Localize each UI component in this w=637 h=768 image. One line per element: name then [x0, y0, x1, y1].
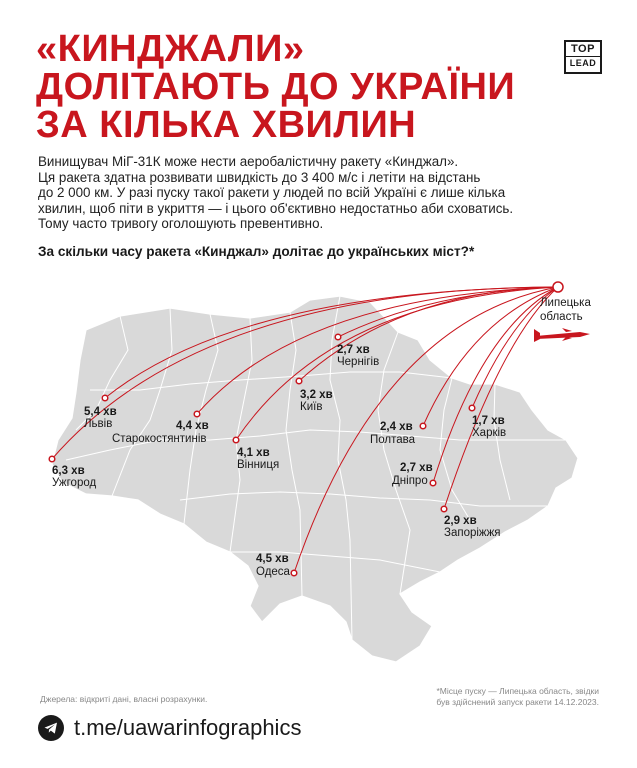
city-time-uzhhorod: 6,3 хв — [52, 465, 85, 477]
marker-dnipro — [430, 480, 436, 486]
origin-label-line: Липецька — [540, 297, 591, 309]
telegram-link-text[interactable]: t.me/uawarinfographics — [74, 715, 302, 740]
marker-zaporizhzhia — [441, 506, 447, 512]
city-name-kyiv: Київ — [300, 401, 323, 413]
city-time-chernihiv: 2,7 хв — [337, 344, 370, 356]
title-line: «КИНДЖАЛИ» — [36, 28, 305, 70]
marker-starokostiantyniv — [194, 411, 200, 417]
city-name-dnipro: Дніпро — [392, 475, 428, 487]
origin-marker — [553, 282, 563, 292]
marker-kharkiv — [469, 405, 475, 411]
city-time-kyiv: 3,2 хв — [300, 389, 333, 401]
telegram-icon — [38, 715, 64, 741]
marker-uzhhorod — [49, 456, 55, 462]
marker-odesa — [291, 570, 297, 576]
source-note: Джерела: відкриті дані, власні розрахунки. — [40, 694, 208, 704]
marker-poltava — [420, 423, 426, 429]
city-time-kharkiv: 1,7 хв — [472, 415, 505, 427]
city-time-poltava: 2,4 хв — [380, 421, 413, 433]
city-name-odesa: Одеса — [256, 566, 290, 578]
city-name-vinnytsia: Вінниця — [237, 459, 280, 471]
city-name-zaporizhzhia: Запоріжжя — [444, 527, 501, 539]
marker-kyiv — [296, 378, 302, 384]
city-time-dnipro: 2,7 хв — [400, 462, 433, 474]
intro-line: Ця ракета здатна розвивати швидкість до 3 400 м/с і летіти на відстань — [38, 169, 481, 185]
intro-line: Винищувач МіГ-31К може нести аеробалістичну ракету «Кинджал». — [38, 154, 459, 169]
city-name-kharkiv: Харків — [472, 427, 507, 439]
ukraine-shape — [52, 296, 578, 662]
logo-line: TOP — [571, 43, 595, 55]
launch-note-line: був здійснений запуск ракети 14.12.2023. — [436, 696, 599, 707]
marker-chernihiv — [335, 334, 341, 340]
marker-lviv — [102, 395, 108, 401]
telegram-link[interactable] — [38, 712, 301, 744]
city-name-uzhhorod: Ужгород — [52, 477, 97, 489]
intro-line: хвилин, щоб піти в укриття — і цього об'єктивно недостатньо аби сховатись. — [38, 200, 514, 216]
marker-vinnytsia — [233, 437, 239, 443]
city-name-chernihiv: Чернігів — [337, 356, 380, 368]
intro-line: Тому часто тривогу оголошують превентивно. — [38, 216, 324, 232]
question-text: За скільки часу ракета «Кинджал» долітає до українських міст?* — [38, 244, 475, 259]
city-name-poltava: Полтава — [370, 434, 416, 446]
intro-line: до 2 000 км. У разі пуску такої ракети у людей по всій Україні є лише кілька — [38, 185, 506, 201]
city-time-vinnytsia: 4,1 хв — [237, 447, 270, 459]
city-name-starokostiantyniv: Старокостянтинів — [112, 433, 207, 445]
city-time-starokostiantyniv: 4,4 хв — [176, 420, 209, 432]
city-time-zaporizhzhia: 2,9 хв — [444, 515, 477, 527]
title-line: ДОЛІТАЮТЬ ДО УКРАЇНИ — [36, 66, 516, 108]
launch-note-line: *Місце пуску — Липецька область, звідки — [436, 686, 599, 696]
title-line: ЗА КІЛЬКА ХВИЛИН — [36, 104, 417, 146]
logo-line: LEAD — [566, 56, 600, 69]
city-time-odesa: 4,5 хв — [256, 553, 289, 565]
missile-icon — [534, 328, 590, 342]
launch-note — [379, 686, 599, 707]
city-time-lviv: 5,4 хв — [84, 406, 117, 418]
city-name-lviv: Львів — [84, 418, 113, 430]
origin-label-line: область — [540, 311, 583, 323]
